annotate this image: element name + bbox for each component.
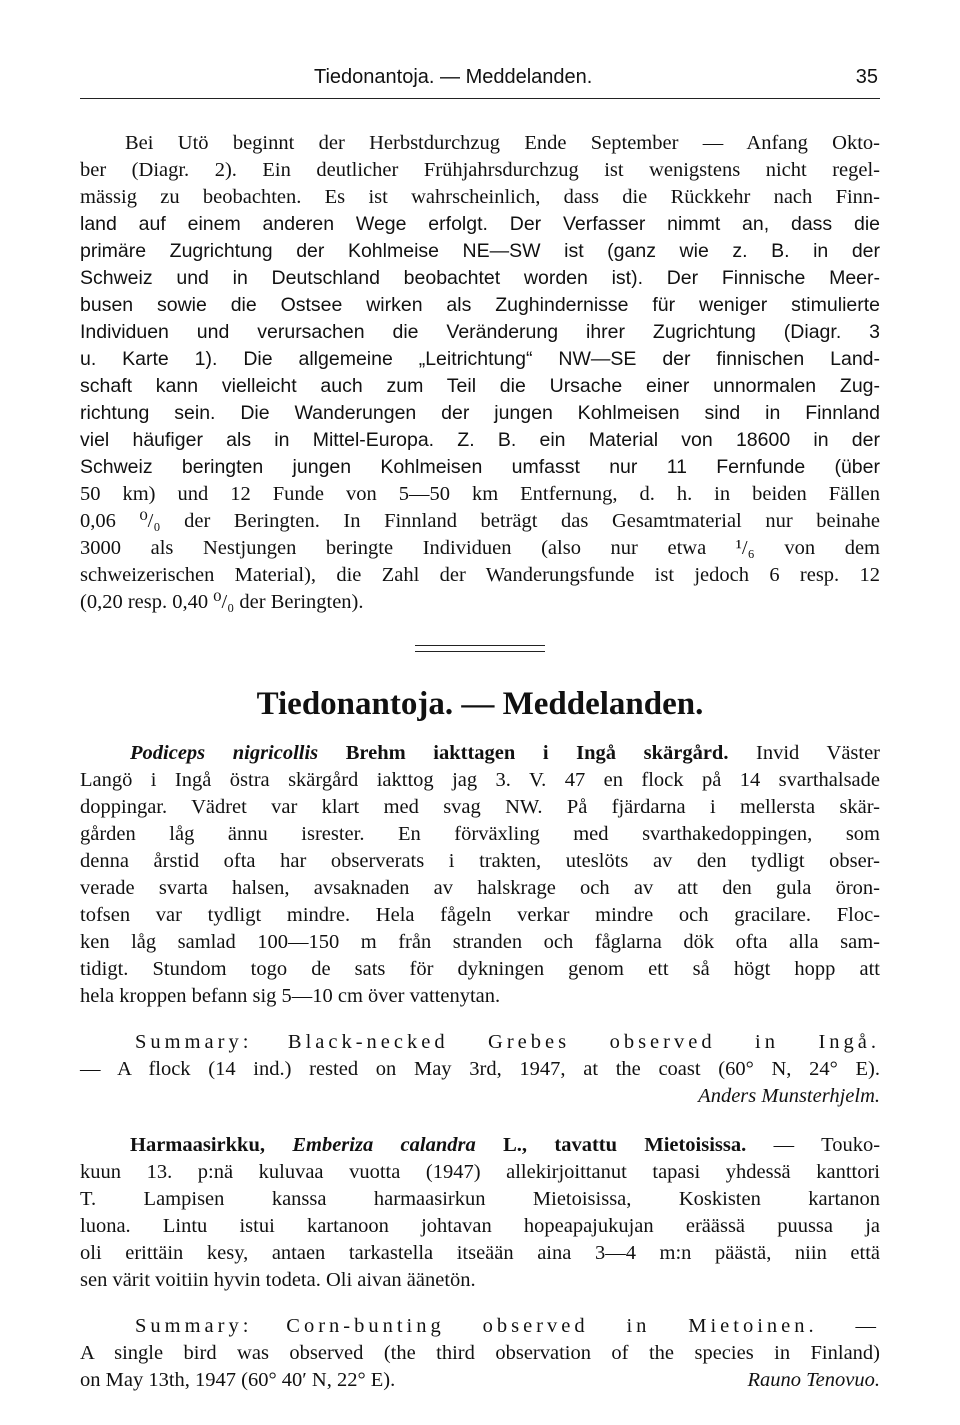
paragraph-line: ber (Diagr. 2). Ein deutlicher Frühjahrsdurchzug ist wenigstens nicht regel-	[80, 159, 880, 181]
summary-label: Summary:	[135, 1031, 253, 1053]
note-line: T. Lampisen kanssa harmaasirkun Mietoisissa, Koskisten kartanon	[80, 1188, 880, 1210]
summary-text: Corn-bunting observed in Mietoinen. —	[286, 1315, 880, 1337]
section-heading: Tiedonantoja. — Meddelanden.	[256, 686, 704, 722]
note-line: denna årstid ofta har observerats i trakten, uteslöts av den tydligt obser-	[80, 850, 880, 872]
note-text: — Touko-	[773, 1134, 881, 1156]
note-text: Invid Väster	[756, 742, 881, 764]
note-title-line	[130, 740, 880, 767]
note-line: verade svarta halsen, avsaknaden av halskrage och av att den gula öron-	[80, 877, 880, 899]
note-author: Rauno Tenovuo.	[747, 1369, 880, 1391]
divider-rule	[415, 645, 545, 646]
note-author: Anders Munsterhjelm.	[698, 1085, 880, 1107]
paragraph-line: viel häufiger als in Mittel-Europa. Z. B. ein Material von 18600 in der	[80, 429, 880, 451]
note-line: oli erittäin kesy, antaen tarkastella itseään aina 3—4 m:n päästä, niin että	[80, 1242, 880, 1264]
note-title: Harmaasirkku,	[130, 1134, 265, 1156]
paragraph-line: land auf einem anderen Wege erfolgt. Der Verfasser nimmt an, dass die	[80, 213, 880, 235]
paragraph-line: 50 km) und 12 Funde von 5—50 km Entfernung, d. h. in beiden Fällen	[80, 483, 880, 505]
paragraph-line: u. Karte 1). Die allgemeine „Leitrichtung“ NW—SE der finnischen Land-	[80, 348, 880, 370]
divider-rule	[415, 651, 545, 652]
note-line: ken låg samlad 100—150 m från stranden och fåglarna dök ofta alla sam-	[80, 931, 880, 953]
running-title: Tiedonantoja. — Meddelanden.	[314, 66, 593, 88]
summary-line	[135, 1029, 880, 1056]
note-title: Brehm iakttagen i Ingå skärgård.	[345, 742, 729, 764]
paragraph-line: schaft kann vielleicht auch zum Teil die Ursache einer unnormalen Zug-	[80, 375, 880, 397]
note-line: luona. Lintu istui kartanoon johtavan hopeapajukujan eräässä puussa ja	[80, 1215, 880, 1237]
paragraph-line: Individuen und verursachen die Veränderung ihrer Zugrichtung (Diagr. 3	[80, 321, 880, 343]
paragraph-line: mässig zu beobachten. Es ist wahrscheinlich, dass die Rückkehr nach Finn-	[80, 186, 880, 208]
summary-line: — A flock (14 ind.) rested on May 3rd, 1947, at the coast (60° N, 24° E).	[80, 1058, 880, 1080]
paragraph-line: Bei Utö beginnt der Herbstdurchzug Ende September — Anfang Okto-	[125, 132, 880, 154]
paragraph-line: 3000 als Nestjungen beringte Individuen (also nur etwa ¹/₆ von dem	[80, 537, 880, 559]
summary-label: Summary:	[135, 1315, 253, 1337]
note-title: L., tavattu Mietoisissa.	[503, 1134, 747, 1156]
paragraph-line: schweizerischen Material), die Zahl der Wanderungsfunde ist jedoch 6 resp. 12	[80, 564, 880, 586]
paragraph-line: Schweiz beringten jungen Kohlmeisen umfasst nur 11 Fernfunde (über	[80, 456, 880, 478]
note-line: doppingar. Vädret var klart med svag NW. På fjärdarna i mellersta skär-	[80, 796, 880, 818]
note-line: tidigt. Stundom togo de sats för dykningen genom ett så högt hopp att	[80, 958, 880, 980]
note-species: Podiceps nigricollis	[130, 742, 319, 764]
note-species: Emberiza calandra	[292, 1134, 476, 1156]
paragraph-line: 0,06 ⁰/₀ der Beringten. In Finnland beträgt das Gesamtmaterial nur beinahe	[80, 510, 880, 532]
summary-text: Black-necked Grebes observed in Ingå.	[287, 1031, 880, 1053]
page-number: 35	[855, 66, 878, 88]
paragraph-line: Schweiz und in Deutschland beobachtet worden ist). Der Finnische Meer-	[80, 267, 880, 289]
note-line: Langö i Ingå östra skärgård iakttog jag 3. V. 47 en flock på 14 svarthalsade	[80, 769, 880, 791]
header-rule	[80, 98, 880, 99]
paragraph-line: richtung sein. Die Wanderungen der jungen Kohlmeisen sind in Finnland	[80, 402, 880, 424]
summary-line: on May 13th, 1947 (60° 40′ N, 22° E).	[80, 1369, 396, 1391]
summary-line	[135, 1313, 880, 1340]
paragraph-line: (0,20 resp. 0,40 ⁰/₀ der Beringten).	[80, 591, 364, 613]
note-line: hela kroppen befann sig 5—10 cm över vattenytan.	[80, 985, 501, 1007]
note-line: tofsen var tydligt mindre. Hela fågeln verkar mindre och gracilare. Floc-	[80, 904, 880, 926]
note-line: sen värit voitiin hyvin todeta. Oli aivan äänetön.	[80, 1269, 476, 1291]
paragraph-line: primäre Zugrichtung der Kohlmeise NE—SW ist (ganz wie z. B. in der	[80, 240, 880, 262]
note-line: kuun 13. p:nä kuluvaa vuotta (1947) allekirjoittanut tapasi yhdessä kanttori	[80, 1161, 880, 1183]
running-header	[80, 62, 880, 96]
note-line: gården låg ännu isrester. En förväxling med svarthakedoppingen, som	[80, 823, 880, 845]
paragraph-line: busen sowie die Ostsee wirken als Zughindernisse für weniger stimulierte	[80, 294, 880, 316]
note-title-line	[130, 1132, 880, 1159]
summary-line: A single bird was observed (the third observation of the species in Finland)	[80, 1342, 880, 1364]
